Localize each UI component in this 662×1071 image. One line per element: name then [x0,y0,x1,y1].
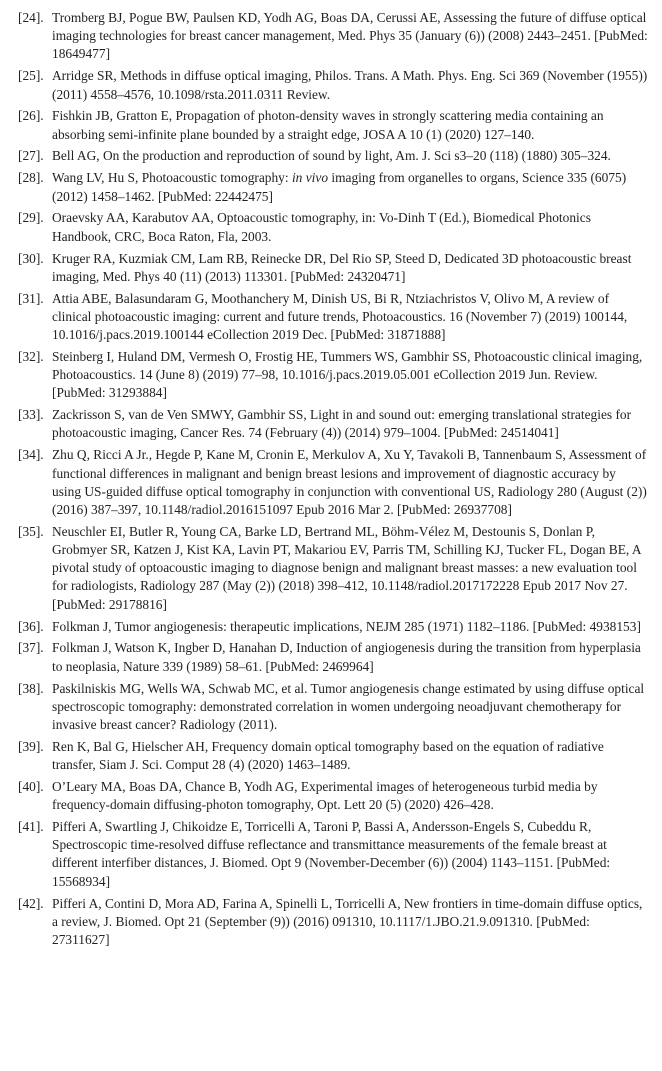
reference-number: [27]. [18,148,44,164]
reference-number: [31]. [18,290,44,306]
reference-number: [28]. [18,170,44,186]
reference-number: [37]. [18,640,44,656]
reference-text: Attia ABE, Balasundaram G, Moothanchery M, Dinish US, Bi R, Ntziachristos V, Olivo M, A review of clinical photoacoustic imaging: current and future trends, Photoacoustics. 16 (November 7) (2019) 100144, 10.1016/j.pacs.2019.100144 eCollection 2019 Dec. [PubMed: 31871888] [52,290,628,343]
reference-item-34 [18,446,648,519]
reference-item-31 [18,290,648,345]
reference-text: Fishkin JB, Gratton E, Propagation of photon-density waves in strongly scattering media containing an absorbing semi-infinite plane bounded by a straight edge, JOSA A 10 (1) (2020) 127–140. [52,108,604,142]
reference-text-italic: in vivo [291,170,329,186]
reference-text: Pifferi A, Contini D, Mora AD, Farina A, Spinelli L, Torricelli A, New frontiers in time-domain diffuse optics, a review, J. Biomed. Opt 21 (September (9)) (2016) 091310, 10.1117/1.JBO.21.9.091310. [PubMed: 27311627] [52,895,643,947]
reference-item-33 [18,406,648,442]
reference-text: Pifferi A, Swartling J, Chikoidze E, Torricelli A, Taroni P, Bassi A, Andersson-Engels S, Cubeddu R, Spectroscopic time-resolved diffuse reflectance and transmittance measurements of the female breast at different interfiber distances, J. Biomed. Opt 9 (November-December (6)) (2004) 1143–1151. [PubMed: 15568934] [52,819,611,889]
reference-text: Steinberg I, Huland DM, Vermesh O, Frostig HE, Tummers WS, Gambhir SS, Photoacoustic clinical imaging, Photoacoustics. 14 (June 8) (2019) 77–98, 10.1016/j.pacs.2019.05.001 eCollection 2019 Jun. Review. [PubMed: 31293884] [52,348,643,401]
reference-text-after: imaging from organelles to organs, Science 335 (6075) (2012) 1458–1462. [PubMed: 22442475] [52,170,627,204]
reference-item-30 [18,250,648,286]
reference-text: O’Leary MA, Boas DA, Chance B, Yodh AG, Experimental images of heterogeneous turbid media by frequency-domain diffusing-photon tomography, Opt. Lett 20 (5) (2020) 426–428. [52,778,598,813]
reference-text-before: Wang LV, Hu S, Photoacoustic tomography: [52,170,292,186]
reference-text: Zhu Q, Ricci A Jr., Hegde P, Kane M, Cronin E, Merkulov A, Xu Y, Tavakoli B, Tannenbaum S, Assessment of functional differences in malignant and benign breast lesions and improvement of diagnostic accuracy by using US-guided diffuse optical tomography in conjunction with conventional US, Radiology 280 (August (2)) (2016) 387–397, 10.1148/radiol.2016151097 Epub 2016 Mar 2. [PubMed: 26937708] [52,447,647,517]
reference-number: [30]. [18,250,44,266]
reference-item-25 [18,67,648,103]
reference-number: [36]. [18,618,44,634]
reference-item-29 [18,209,648,245]
reference-item-24 [18,9,648,64]
reference-text: Kruger RA, Kuzmiak CM, Lam RB, Reinecke DR, Del Rio SP, Steed D, Dedicated 3D photoacoustic breast imaging, Med. Phys 40 (11) (2013) 113301. [PubMed: 24320471] [52,250,632,284]
reference-item-32 [18,348,648,403]
reference-number: [34]. [18,447,44,463]
reference-number: [41]. [18,819,44,835]
reference-text: Arridge SR, Methods in diffuse optical imaging, Philos. Trans. A Math. Phys. Eng. Sci 369 (November (1955)) (2011) 4558–4576, 10.1098/rsta.2011.0311 Review. [52,68,648,102]
reference-item-39 [18,738,648,774]
reference-item-28 [18,169,648,205]
reference-number: [35]. [18,523,44,539]
reference-number: [33]. [18,407,44,423]
reference-text: Oraevsky AA, Karabutov AA, Optoacoustic tomography, in: Vo-Dinh T (Ed.), Biomedical Photonics Handbook, CRC, Boca Raton, Fla, 2003. [52,210,591,244]
reference-number: [32]. [18,348,44,364]
reference-text: Bell AG, On the production and reproduction of sound by light, Am. J. Sci s3–20 (118) (1880) 305–324. [52,148,611,164]
reference-item-27 [18,147,648,165]
reference-text: Neuschler EI, Butler R, Young CA, Barke LD, Bertrand ML, Böhm-Vélez M, Destounis S, Donlan P, Grobmyer SR, Katzen J, Kist KA, Lavin PT, Makariou EV, Parris TM, Schilling KJ, Tucker FL, Dogan BE, A pivotal study of optoacoustic imaging to diagnose benign and malignant breast masses: a new evaluation tool for radiologists, Radiology 287 (May (2)) (2018) 398–412, 10.1148/radiol.2017172228 Epub 2017 Nov 27. [PubMed: 29178816] [52,523,641,612]
reference-number: [40]. [18,778,44,794]
reference-number: [42]. [18,895,44,911]
reference-text: Zackrisson S, van de Ven SMWY, Gambhir SS, Light in and sound out: emerging translational strategies for photoacoustic imaging, Cancer Res. 74 (February (4)) (2014) 979–1004. [PubMed: 24514041] [52,407,632,441]
reference-item-41 [18,818,648,891]
reference-text: Folkman J, Tumor angiogenesis: therapeutic implications, NEJM 285 (1971) 1182–1186. [PubMed: 4938153] [52,618,641,634]
reference-item-36 [18,618,648,636]
reference-text: Folkman J, Watson K, Ingber D, Hanahan D, Induction of angiogenesis during the transition from hyperplasia to neoplasia, Nature 339 (1989) 58–61. [PubMed: 2469964] [52,640,641,674]
reference-item-42 [18,895,648,950]
reference-text: Tromberg BJ, Pogue BW, Paulsen KD, Yodh AG, Boas DA, Cerussi AE, Assessing the future of diffuse optical imaging technologies for breast cancer management, Med. Phys 35 (January (6)) (2008) 2443–2451. [PubMed: 18649477] [52,10,648,62]
reference-number: [39]. [18,738,44,754]
reference-item-38 [18,680,648,735]
reference-text: Ren K, Bal G, Hielscher AH, Frequency domain optical tomography based on the equation of radiative transfer, Siam J. Sci. Comput 28 (4) (2020) 1463–1489. [52,738,604,773]
reference-text: Paskilniskis MG, Wells WA, Schwab MC, et al. Tumor angiogenesis change estimated by using diffuse optical spectroscopic tomography: demonstrated correlation in women undergoing neoadjuvant chemotherapy for invasive breast cancer? Radiology (2011). [52,680,645,732]
reference-text [52,170,626,203]
reference-item-40 [18,778,648,814]
reference-number: [38]. [18,680,44,696]
reference-item-37 [18,639,648,675]
reference-number: [29]. [18,210,44,226]
reference-number: [26]. [18,108,44,124]
reference-item-26 [18,107,648,143]
reference-number: [25]. [18,68,44,84]
reference-number: [24]. [18,10,44,25]
reference-item-35 [18,523,648,614]
